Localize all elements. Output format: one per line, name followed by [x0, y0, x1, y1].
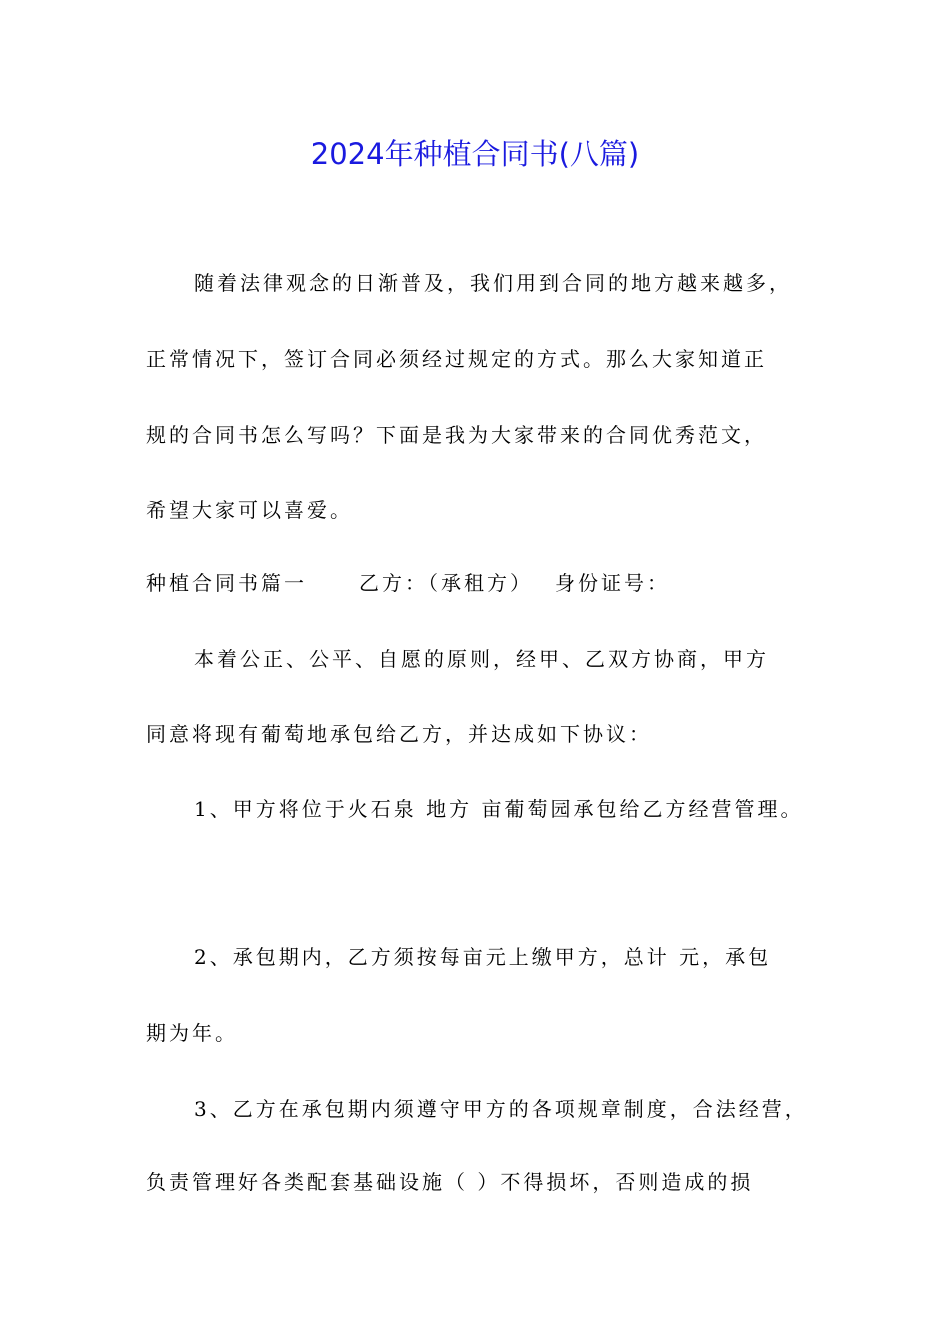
clause-3-line-1: 3、乙方在承包期内须遵守甲方的各项规章制度，合法经营， — [194, 1097, 808, 1121]
id-number-label: 身份证号： — [555, 571, 670, 595]
clause-2-line-1: 2、承包期内，乙方须按每亩元上缴甲方，总计 元，承包 — [194, 945, 772, 969]
intro-line-4: 希望大家可以喜爱。 — [146, 498, 353, 522]
section-heading — [146, 570, 670, 596]
clause-3-line-2: 负责管理好各类配套基础设施（ ）不得损坏，否则造成的损 — [146, 1170, 754, 1194]
intro-line-3: 规的合同书怎么写吗？下面是我为大家带来的合同优秀范文， — [146, 423, 767, 447]
body-line-1: 本着公正、公平、自愿的原则，经甲、乙双方协商，甲方 — [194, 647, 769, 671]
clause-1: 1、甲方将位于火石泉 地方 亩葡萄园承包给乙方经营管理。 — [194, 797, 804, 821]
body-line-2: 同意将现有葡萄地承包给乙方，并达成如下协议： — [146, 722, 652, 746]
party-b-label: 乙方：（承租方） — [359, 571, 533, 595]
section-title: 种植合同书篇一 — [146, 571, 307, 595]
intro-line-2: 正常情况下，签订合同必须经过规定的方式。那么大家知道正 — [146, 347, 767, 371]
clause-2-line-2: 期为年。 — [146, 1021, 238, 1045]
document-title: 2024年种植合同书(八篇) — [310, 137, 640, 171]
intro-line-1: 随着法律观念的日渐普及，我们用到合同的地方越来越多， — [194, 271, 792, 295]
